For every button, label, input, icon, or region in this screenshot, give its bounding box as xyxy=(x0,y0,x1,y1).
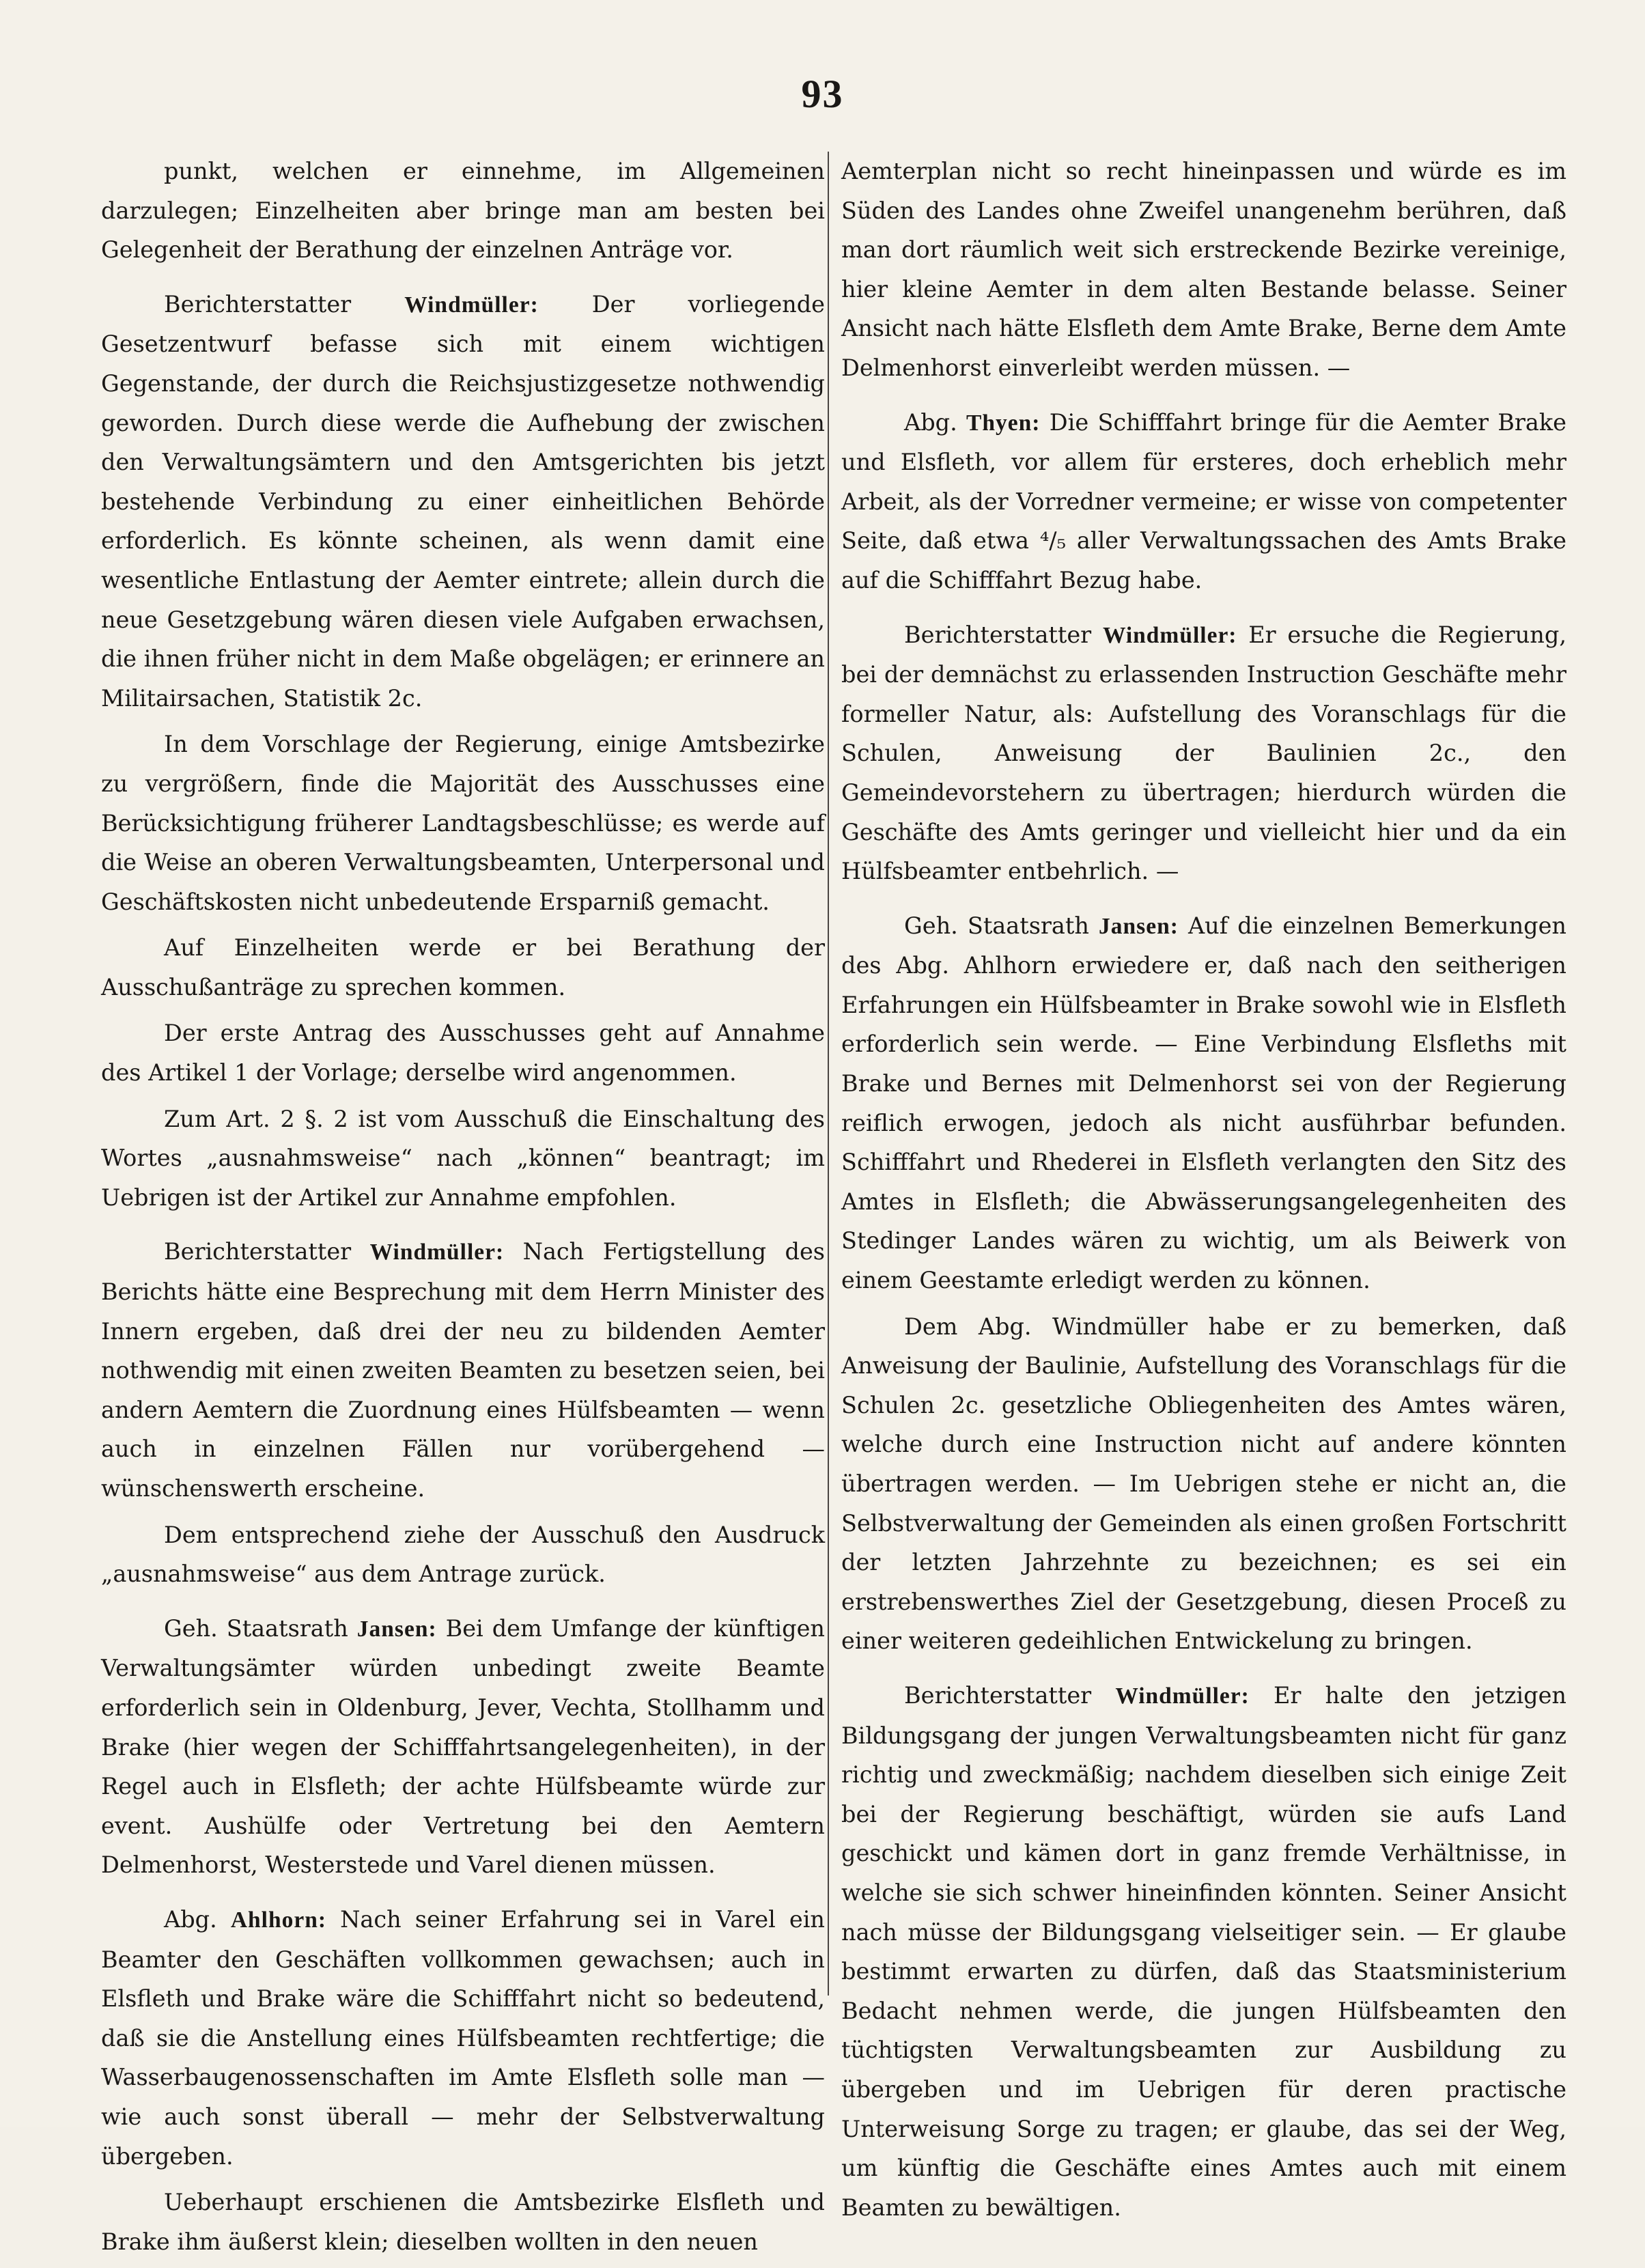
paragraph xyxy=(101,928,825,1007)
paragraph-text: Auf die einzelnen Bemerkungen des Abg. Ahlhorn erwiedere er, daß nach den seitherigen Erfahrungen ein Hülfsbeamter in Brake sowohl wie in Elsfleth erforderlich sein werde. — Eine Verbindung Elsfleths mit Brake und Bernes mit Delmenhorst sei von der Regierung reiflich erwogen, jedoch als nicht ausführbar befunden. Schifffahrt und Rhederei in Elsfleth verlangten den Sitz des Amtes in Elsfleth; die Abwässerungsangelegenheiten des Stedinger Landes wären zu wichtig, um als Beiwerk von einem Geestamte erledigt werden zu können. xyxy=(841,912,1566,1294)
paragraph xyxy=(101,152,825,270)
paragraph xyxy=(841,403,1566,600)
speaker-name: Windmüller: xyxy=(369,1240,505,1265)
paragraph xyxy=(101,2183,825,2261)
speaker-role: Berichterstatter xyxy=(904,1681,1092,1709)
speaker-name: Windmüller: xyxy=(1115,1683,1250,1709)
paragraph-text: Nach Fertigstellung des Berichts hätte eine Besprechung mit dem Herrn Minister des Innern ergeben, daß drei der neu zu bildenden Aemter nothwendig mit einen zweiten Beamten zu besetzen seien, bei andern Aemtern die Zuordnung eines Hülfsbeamten — wenn auch in einzelnen Fällen nur vorübergehend — wünschenswerth erscheine. xyxy=(101,1238,825,1502)
paragraph-text: punkt, welchen er einnehme, im Allgemeinen darzulegen; Einzelheiten aber bringe man am besten bei Gelegenheit der Berathung der einzelnen Anträge vor. xyxy=(101,158,825,264)
paragraph xyxy=(841,615,1566,891)
speaker-name: Jansen: xyxy=(1099,913,1179,939)
paragraph-text: Der erste Antrag des Ausschusses geht auf Annahme des Artikel 1 der Vorlage; derselbe wird angenommen. xyxy=(101,1020,825,1087)
paragraph xyxy=(101,1013,825,1092)
speaker-role: Abg. xyxy=(164,1905,217,1933)
paragraph xyxy=(841,152,1566,388)
page-number: 93 xyxy=(801,72,844,116)
paragraph-text: Auf Einzelheiten werde er bei Berathung der Ausschußanträge zu sprechen kommen. xyxy=(101,934,825,1000)
paragraph xyxy=(101,1609,825,1885)
paragraph xyxy=(841,1307,1566,1661)
speaker-name: Jansen: xyxy=(356,1616,437,1642)
paragraph-text: Bei dem Umfange der künftigen Verwaltungsämter würden unbedingt zweite Beamte erforderlich sein in Oldenburg, Jever, Vechta, Stollhamm und Brake (hier wegen der Schifffahrtsangelegenheiten), in der Regel auch in Elsfleth; der achte Hülfsbeamte würde zur event. Aushülfe oder Vertretung bei den Aemtern Delmenhorst, Westerstede und Varel dienen müssen. xyxy=(101,1614,825,1879)
paragraph xyxy=(101,1100,825,1218)
paragraph-text: In dem Vorschlage der Regierung, einige Amtsbezirke zu vergrößern, finde die Majorität des Ausschusses eine Berücksichtigung früherer Landtagsbeschlüsse; es werde auf die Weise an oberen Verwaltungsbeamten, Unterpersonal und Geschäftskosten nicht unbedeutende Ersparniß gemacht. xyxy=(101,731,825,915)
left-column xyxy=(101,152,825,2268)
paragraph xyxy=(841,1676,1566,2227)
speaker-role: Abg. xyxy=(904,408,957,436)
speaker-role: Geh. Staatsrath xyxy=(164,1614,348,1642)
paragraph-text: Der vorliegende Gesetzentwurf befasse sich mit einem wichtigen Gegenstande, der durch die Reichsjustizgesetze nothwendig geworden. Durch diese werde die Aufhebung der zwischen den Verwaltungsämtern und den Amtsgerichten bis jetzt bestehende Verbindung zu einer einheitlichen Behörde erforderlich. Es könnte scheinen, als wenn damit eine wesentliche Entlastung der Aemter eintrete; allein durch die neue Gesetzgebung wären diesen viele Aufgaben erwachsen, die ihnen früher nicht in dem Maße obgelägen; er erinnere an Militairsachen, Statistik 2c. xyxy=(101,290,825,712)
speaker-name: Thyen: xyxy=(966,410,1041,436)
paragraph-text: Zum Art. 2 §. 2 ist vom Ausschuß die Einschaltung des Wortes „ausnahmsweise“ nach „können“ beantragt; im Uebrigen ist der Artikel zur Annahme empfohlen. xyxy=(101,1105,825,1211)
paragraph-text: Er halte den jetzigen Bildungsgang der jungen Verwaltungsbeamten nicht für ganz richtig und zweckmäßig; nachdem dieselben sich einige Zeit bei der Regierung beschäftigt, würden sie aufs Land geschickt und kämen dort in ganz fremde Verhältnisse, in welche sie sich schwer hineinfinden könnten. Seiner Ansicht nach müsse der Bildungsgang vielseitiger sein. — Er glaube bestimmt erwarten zu dürfen, daß das Staatsministerium Bedacht nehmen werde, die jungen Hülfsbeamten den tüchtigsten Verwaltungsbeamten zur Ausbildung zu übergeben und im Uebrigen für deren practische Unterweisung Sorge zu tragen; er glaube, das sei der Weg, um künftig die Geschäfte eines Amtes auch mit einem Beamten zu bewältigen. xyxy=(841,1681,1566,2221)
speaker-name: Windmüller: xyxy=(404,292,539,318)
paragraph-text: Dem Abg. Windmüller habe er zu bemerken, daß Anweisung der Baulinie, Aufstellung des Voranschlags für die Schulen 2c. gesetzliche Obliegenheiten des Amtes wären, welche durch eine Instruction nicht auf andere könnten übertragen werden. — Im Uebrigen stehe er nicht an, die Selbstverwaltung der Gemeinden als einen großen Fortschritt der letzten Jahrzehnte zu bezeichnen; es sei ein erstrebenswerthes Ziel der Gesetzgebung, diesen Proceß zu einer weiteren gedeihlichen Entwickelung zu bringen. xyxy=(841,1313,1566,1655)
column-divider xyxy=(828,152,829,1996)
paragraph xyxy=(101,1232,825,1508)
speaker-name: Windmüller: xyxy=(1102,622,1237,648)
speaker-role: Berichterstatter xyxy=(904,621,1092,648)
paragraph-text: Dem entsprechend ziehe der Ausschuß den Ausdruck „ausnahmsweise“ aus dem Antrage zurück. xyxy=(101,1521,825,1588)
paragraph xyxy=(841,906,1566,1300)
paragraph-text: Die Schifffahrt bringe für die Aemter Brake und Elsfleth, vor allem für ersteres, doch erheblich mehr Arbeit, als der Vorredner vermeine; er wisse von competenter Seite, daß etwa ⁴/₅ aller Verwaltungssachen des Amts Brake auf die Schifffahrt Bezug habe. xyxy=(841,408,1566,593)
paragraph-text: Nach seiner Erfahrung sei in Varel ein Beamter den Geschäften vollkommen gewachsen; auch in Elsfleth und Brake wäre die Schifffahrt nicht so bedeutend, daß sie die Anstellung eines Hülfsbeamten rechtfertige; die Wasserbaugenossenschaften im Amte Elsfleth solle man — wie auch sonst überall — mehr der Selbstverwaltung übergeben. xyxy=(101,1905,826,2170)
speaker-role: Berichterstatter xyxy=(164,1238,352,1265)
paragraph xyxy=(101,1900,825,2176)
paragraph xyxy=(101,285,825,718)
paragraph xyxy=(101,725,825,921)
paragraph-text: Er ersuche die Regierung, bei der demnächst zu erlassenden Instruction Geschäfte mehr formeller Natur, als: Aufstellung des Voranschlags für die Schulen, Anweisung der Baulinien 2c., den Gemeindevorstehern zu übertragen; hierdurch würden die Geschäfte des Amts geringer und vielleicht hier und da ein Hülfsbeamter entbehrlich. — xyxy=(841,621,1566,885)
paragraph xyxy=(101,1515,825,1594)
speaker-role: Berichterstatter xyxy=(164,290,352,318)
right-column xyxy=(841,152,1566,2234)
paragraph-text: Ueberhaupt erschienen die Amtsbezirke Elsfleth und Brake ihm äußerst klein; dieselben wollten in den neuen xyxy=(101,2189,825,2255)
speaker-name: Ahlhorn: xyxy=(230,1907,326,1933)
speaker-role: Geh. Staatsrath xyxy=(904,912,1089,939)
paragraph-text: Aemterplan nicht so recht hineinpassen und würde es im Süden des Landes ohne Zweifel unangenehm berühren, daß man dort räumlich weit sich erstreckende Bezirke vereinige, hier kleine Aemter in dem alten Bestande belasse. Seiner Ansicht nach hätte Elsfleth dem Amte Brake, Berne dem Amte Delmenhorst einverleibt werden müssen. — xyxy=(841,158,1566,381)
